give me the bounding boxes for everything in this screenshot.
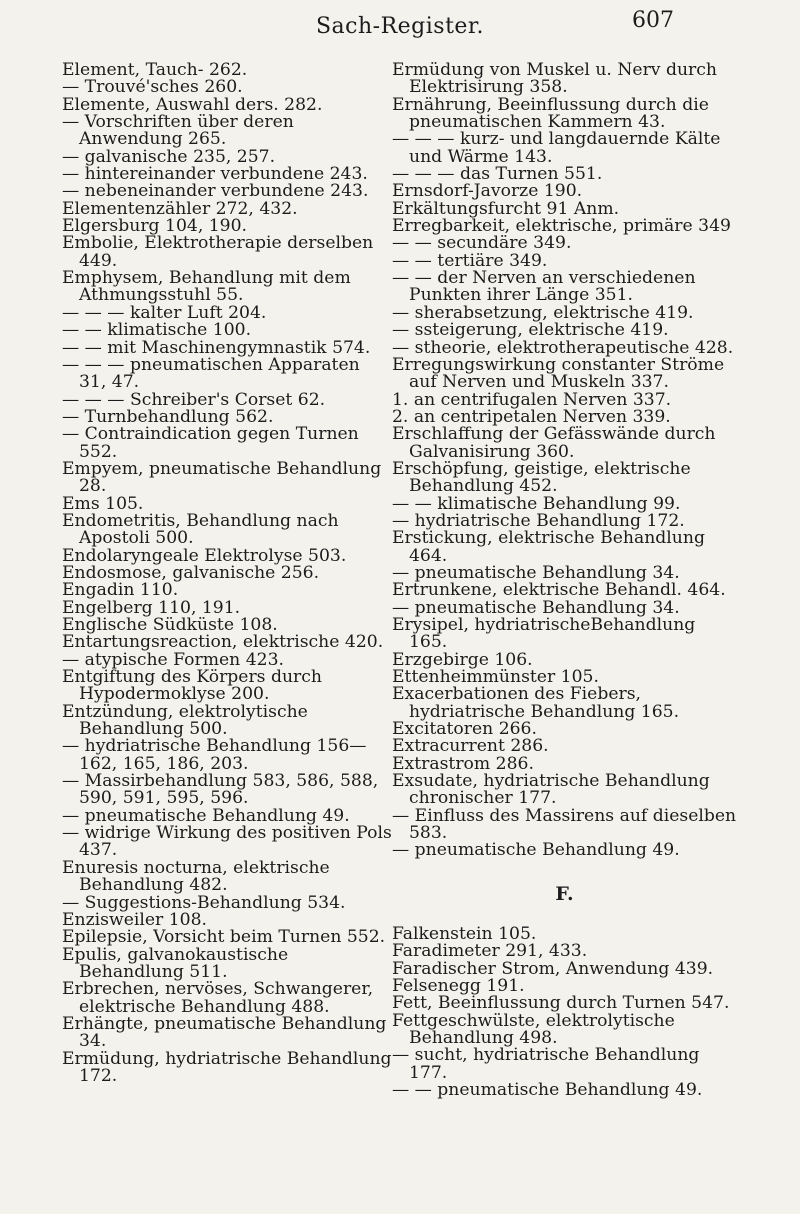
index-entry: — — mit Maschinengymnastik 574.: [62, 337, 371, 358]
index-entry: Ermüdung, hydriatrische Behandlung 172.: [62, 1048, 392, 1086]
index-entry: — hydriatrische Behandlung 156—162, 165, 186, 203.: [62, 736, 367, 774]
index-entry: Engadin 110.: [62, 580, 179, 601]
index-entry: — Einfluss des Massirens auf dieselben 583.: [392, 805, 737, 844]
index-entry: Ernsdorf-Javorze 190.: [392, 181, 583, 202]
index-entry: Erzgebirge 106.: [392, 649, 533, 670]
page-header-title: Sach-Register.: [315, 14, 485, 39]
index-entry: Element, Tauch- 262.: [62, 60, 248, 80]
index-entry: — hydriatrische Behandlung 172.: [392, 510, 685, 531]
index-entry: Fettgeschwülste, elektrolytische Behandlung 498.: [392, 1010, 675, 1048]
index-entry: Ettenheimmünster 105.: [392, 667, 599, 688]
index-entry: — ssteigerung, elektrische 419.: [392, 320, 669, 341]
index-entry: Elementenzähler 272, 432.: [62, 198, 298, 219]
index-entry: — widrige Wirkung des positiven Pols 437.: [62, 823, 392, 861]
index-entry: — — der Nerven an verschiedenen Punkten ihrer Länge 351.: [392, 268, 696, 306]
index-entry: Extrastrom 286.: [392, 753, 534, 774]
index-entry: — pneumatische Behandlung 34.: [392, 562, 680, 583]
index-entry: Endometritis, Behandlung nach Apostoli 500.: [62, 510, 339, 549]
index-entry: Embolie, Elektrotherapie derselben 449.: [62, 233, 374, 271]
index-entry: Endolaryngeale Elektrolyse 503.: [62, 545, 347, 566]
index-entry: Ernährung, Beeinflussung durch die pneumatischen Kammern 43.: [392, 94, 709, 133]
right-column-f-entries: [392, 923, 737, 1100]
index-entry: — pneumatische Behandlung 49.: [392, 840, 680, 861]
index-entry: Enuresis nocturna, elektrische Behandlung 482.: [62, 857, 330, 896]
index-entry: Erschöpfung, geistige, elektrische Behandlung 452.: [392, 458, 691, 497]
index-entry: Falkenstein 105.: [392, 923, 537, 944]
index-entry: Erysipel, hydriatrischeBehandlung 165.: [392, 615, 696, 653]
right-column: [392, 62, 737, 1099]
index-entry: Exsudate, hydriatrische Behandlung chronischer 177.: [392, 771, 710, 809]
index-entry: — — — Schreiber's Corset 62.: [62, 389, 326, 410]
index-entry: Erkältungsfurcht 91 Anm.: [392, 198, 620, 219]
index-entry: — sherabsetzung, elektrische 419.: [392, 302, 694, 323]
index-entry: — galvanische 235, 257.: [62, 146, 276, 167]
index-entry: Exacerbationen des Fiebers, hydriatrische Behandlung 165.: [392, 684, 680, 722]
index-entry: — — secundäre 349.: [392, 233, 572, 254]
index-entry: Erregbarkeit, elektrische, primäre 349: [392, 216, 731, 237]
index-entry: — sucht, hydriatrische Behandlung 177.: [392, 1045, 700, 1083]
index-entry: — Suggestions-Behandlung 534.: [62, 892, 346, 913]
index-entry: Erregungswirkung constanter Ströme auf Nerven und Muskeln 337.: [392, 354, 725, 393]
index-entry: — Trouvé'sches 260.: [62, 77, 243, 98]
index-entry: — — tertiäre 349.: [392, 250, 548, 271]
index-entry: Extracurrent 286.: [392, 736, 549, 757]
right-column-e-entries: [392, 62, 737, 860]
page-number: 607: [632, 8, 674, 33]
index-entry: Engelberg 110, 191.: [62, 597, 241, 618]
index-entry: Erschlaffung der Gefässwände durch Galvanisirung 360.: [392, 424, 716, 462]
index-entry: — — — pneumatischen Apparaten 31, 47.: [62, 354, 360, 393]
index-entry: Faradischer Strom, Anwendung 439.: [392, 958, 714, 979]
index-entry: Felsenegg 191.: [392, 975, 525, 996]
index-entry: Fett, Beeinflussung durch Turnen 547.: [392, 993, 730, 1014]
left-column: [62, 62, 392, 1085]
index-entry: Enzisweiler 108.: [62, 909, 207, 930]
index-entry: Englische Südküste 108.: [62, 615, 278, 635]
index-entry: Entzündung, elektrolytische Behandlung 500.: [62, 701, 308, 740]
index-entry: Erbrechen, nervöses, Schwangerer, elektrische Behandlung 488.: [62, 979, 374, 1017]
index-entry: Ems 105.: [62, 493, 144, 514]
index-entry: — pneumatische Behandlung 34.: [392, 597, 680, 618]
index-entry: — — — kalter Luft 204.: [62, 302, 267, 323]
index-entry: Endosmose, galvanische 256.: [62, 562, 320, 583]
index-entry: Erhängte, pneumatische Behandlung 34.: [62, 1013, 387, 1052]
index-entry: Epulis, galvanokaustische Behandlung 511.: [62, 944, 289, 982]
index-entry: Erstickung, elektrische Behandlung 464.: [392, 528, 705, 566]
index-entry: Empyem, pneumatische Behandlung 28.: [62, 458, 382, 497]
index-entry: Excitatoren 266.: [392, 719, 537, 740]
index-entry: Entgiftung des Körpers durch Hypodermoklyse 200.: [62, 667, 322, 705]
index-entry: — — klimatische 100.: [62, 320, 252, 341]
index-entry: Ermüdung von Muskel u. Nerv durch Elektrisirung 358.: [392, 60, 717, 98]
index-entry: — — — kurz- und langdauernde Kälte und Wärme 143.: [392, 129, 721, 167]
index-entry: — hintereinander verbundene 243.: [62, 164, 368, 185]
section-letter-f: F.: [555, 882, 574, 905]
index-entry: — Turnbehandlung 562.: [62, 406, 274, 427]
index-entry: — — — das Turnen 551.: [392, 164, 603, 185]
index-entry: Entartungsreaction, elektrische 420.: [62, 632, 384, 653]
index-entry: Elgersburg 104, 190.: [62, 216, 248, 237]
index-entry: — pneumatische Behandlung 49.: [62, 805, 350, 826]
index-entry: — — pneumatische Behandlung 49.: [392, 1079, 703, 1100]
index-entry: Elemente, Auswahl ders. 282.: [62, 94, 323, 115]
index-entry: — — klimatische Behandlung 99.: [392, 493, 681, 514]
index-entry: — stheorie, elektrotherapeutische 428.: [392, 337, 734, 358]
index-entry: Ertrunkene, elektrische Behandl. 464.: [392, 580, 726, 601]
index-entry: 2. an centripetalen Nerven 339.: [392, 406, 671, 427]
index-entry: Epilepsie, Vorsicht beim Turnen 552.: [62, 927, 386, 948]
index-entry: — nebeneinander verbundene 243.: [62, 181, 369, 202]
index-entry: — atypische Formen 423.: [62, 649, 284, 670]
index-entry: — Vorschriften über deren Anwendung 265.: [62, 112, 294, 150]
index-entry: — Contraindication gegen Turnen 552.: [62, 424, 359, 462]
index-entry: 1. an centrifugalen Nerven 337.: [392, 389, 672, 410]
index-entry: — Massirbehandlung 583, 586, 588, 590, 591, 595, 596.: [62, 771, 379, 809]
index-entry: Faradimeter 291, 433.: [392, 941, 588, 962]
index-entry: Emphysem, Behandlung mit dem Athmungsstuhl 55.: [62, 268, 351, 306]
